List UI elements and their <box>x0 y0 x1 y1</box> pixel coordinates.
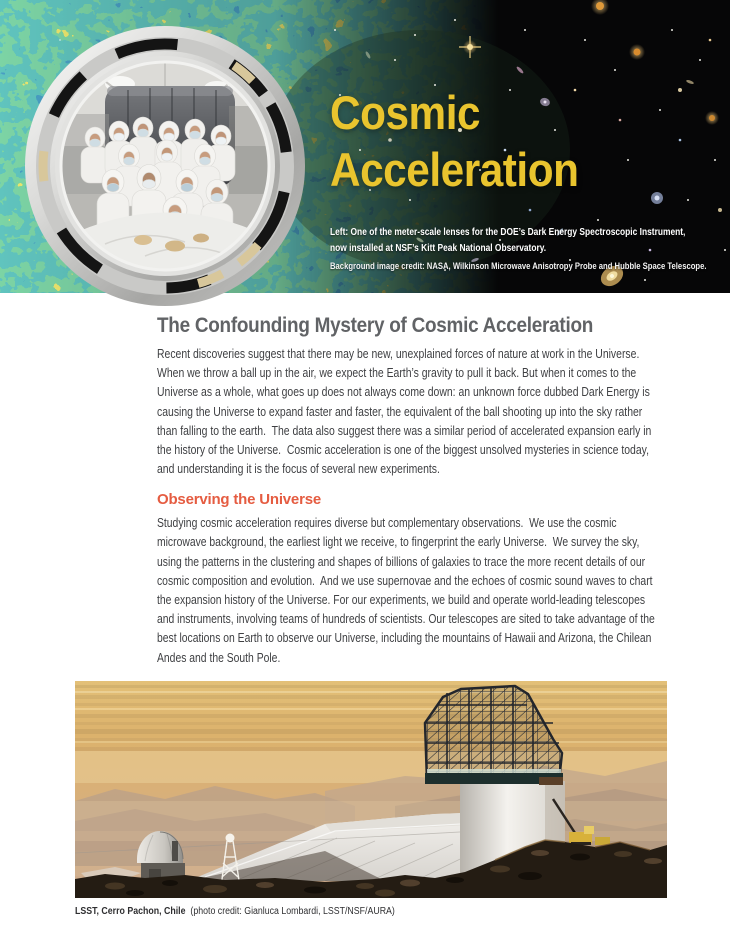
article-paragraph-2: Studying cosmic acceleration requires diverse but complementary observations. We use the cosmic microwave background, the earliest light we receive, to fingerprint the early Universe. We survey the sky, using the patterns in the clustering and shapes of billions of galaxies to trace the more recent details of our cosmic composition and evolution. And we use supernovae and the echoes of cosmic sound waves to chart the expansion history of the Universe. For our experiments, we build and operate world-leading telescopes and instruments, involving teams of hundreds of scientists. Our telescopes are sited to take advantage of the best locations on Earth to observe our Universe, including the mountains of Hawaii and Arizona, the Chilean Andes and the South Pole. <box>157 515 658 665</box>
article-paragraph-1: Recent discoveries suggest that there may be new, unexplained forces of nature at work in the Universe. When we throw a ball up in the air, we expect the Earth’s gravity to pull it back. But when it comes to the Universe as a whole, what goes up does not always come down: an unknown force dubbed Dark Energy is causing the Universe to expand faster and faster, the equivalent of the ball shooting up into the sky rather than falling to the earth. The data also suggest there was a similar period of accelerated expansion early in the history of the Universe. Cosmic acceleration is one of the biggest unsolved mysteries in science today, and understanding it is the focus of several new experiments. <box>157 346 655 477</box>
hero-banner <box>0 0 730 293</box>
page-title-line2: Acceleration <box>330 143 579 196</box>
lens-fisheye-photo <box>25 26 305 306</box>
page-title <box>330 84 579 198</box>
banner-caption-line1: Left: One of the meter-scale lenses for the DOE’s Dark Energy Spectroscopic Instrument, <box>330 226 686 238</box>
banner-credit: Background image credit: NASA, Wilkinson Microwave Anisotropy Probe and Hubble Space Telescope. <box>330 261 707 273</box>
banner-caption <box>330 224 707 273</box>
observatory-photo-image <box>75 681 667 898</box>
observatory-photo <box>75 681 667 898</box>
photo-caption <box>75 906 651 917</box>
article-heading: The Confounding Mystery of Cosmic Acceleration <box>157 313 594 337</box>
photo-caption-credit: (photo credit: Gianluca Lombardi, LSST/NSF/AURA) <box>185 905 395 917</box>
banner-caption-line2: now installed at NSF’s Kitt Peak National Observatory. <box>330 242 547 255</box>
article-subheading: Observing the Universe <box>157 491 321 509</box>
photo-caption-title: LSST, Cerro Pachon, Chile <box>75 905 186 917</box>
page-title-line1: Cosmic <box>330 86 481 139</box>
